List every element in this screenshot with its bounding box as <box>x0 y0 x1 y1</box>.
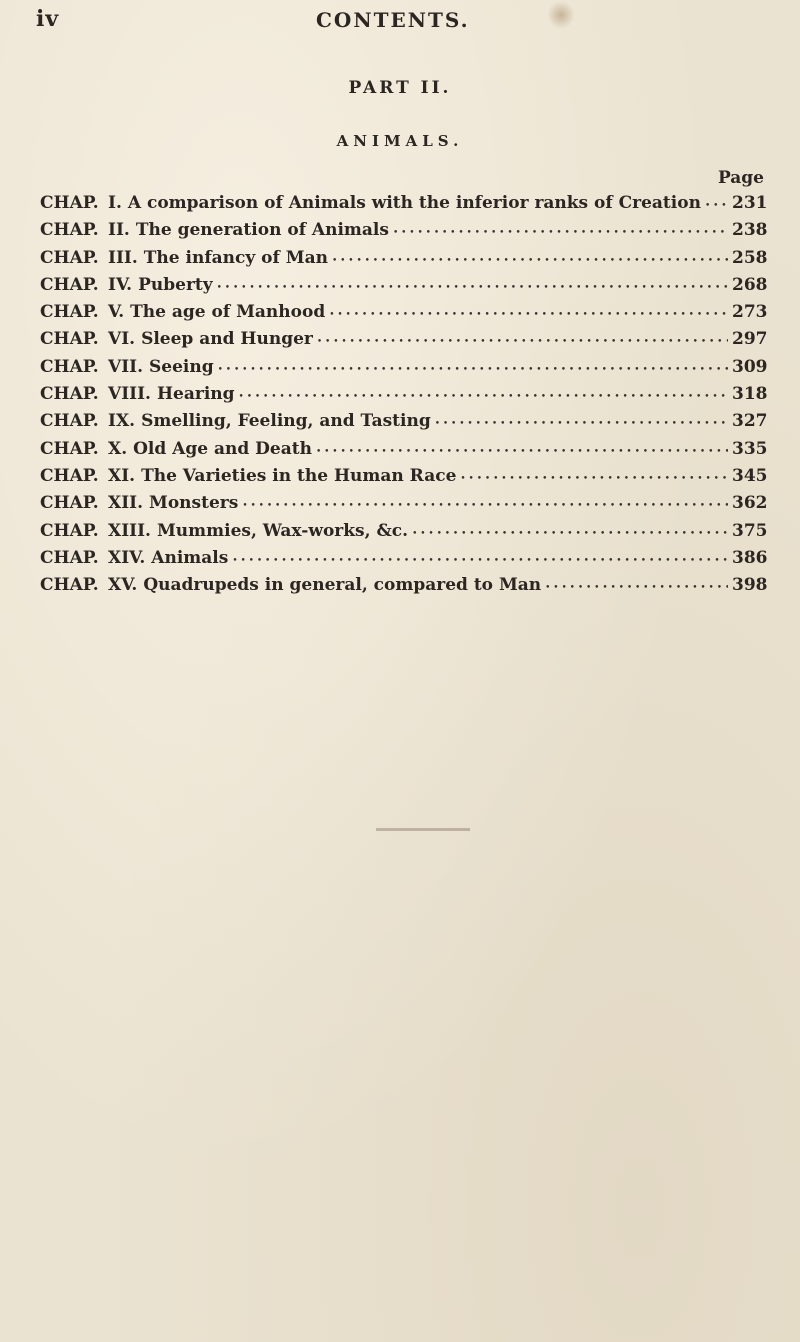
chapter-title: The Varieties in the Human Race <box>141 465 457 486</box>
chapter-number: V. <box>108 302 125 323</box>
chapter-page: 318 <box>732 384 768 405</box>
chapter-number: XII. <box>108 493 144 514</box>
dot-leader <box>317 326 728 356</box>
dot-leader <box>217 272 728 302</box>
chapter-title: Animals <box>151 547 229 568</box>
dot-leader <box>329 299 728 329</box>
chapter-page: 362 <box>732 493 768 514</box>
chapter-number: IX. <box>108 411 136 432</box>
dot-leader <box>232 545 728 575</box>
chapter-page: 231 <box>732 193 768 213</box>
chapter-word: CHAP. <box>40 247 99 268</box>
chapter-page: 273 <box>732 302 768 323</box>
chapter-page: 327 <box>732 411 768 432</box>
toc-row <box>40 545 766 572</box>
dot-leader <box>242 490 728 520</box>
section-title: ANIMALS. <box>336 132 464 150</box>
chapter-word: CHAP. <box>40 547 99 568</box>
part-title: PART II. <box>348 78 452 98</box>
toc-row <box>40 217 766 244</box>
chapter-word: CHAP. <box>40 411 99 432</box>
dot-leader <box>460 463 728 493</box>
chapter-page: 345 <box>732 465 768 486</box>
chapter-title: The generation of Animals <box>135 220 389 241</box>
table-of-contents <box>40 190 766 599</box>
toc-row <box>40 381 766 408</box>
chapter-word: CHAP. <box>40 302 99 323</box>
chapter-page: 375 <box>732 520 768 541</box>
toc-row <box>40 326 766 353</box>
dot-leader <box>239 381 728 411</box>
chapter-number: XIV. <box>108 547 146 568</box>
chapter-number: VI. <box>108 329 136 350</box>
toc-row <box>40 572 766 599</box>
chapter-title: Seeing <box>149 356 214 377</box>
toc-row <box>40 354 766 381</box>
chapter-page: 398 <box>732 575 768 596</box>
chapter-page: 297 <box>732 329 768 350</box>
chapter-number: XIII. <box>108 520 151 541</box>
chapter-word: CHAP. <box>40 493 99 514</box>
dot-leader <box>435 408 728 438</box>
chapter-page: 238 <box>732 220 768 241</box>
page-column-label: Page <box>717 168 764 188</box>
dot-leader <box>332 245 728 275</box>
ink-stain <box>548 0 574 30</box>
chapter-title: Puberty <box>138 274 213 295</box>
chapter-number: III. <box>108 247 138 268</box>
chapter-page: 386 <box>732 547 768 568</box>
chapter-page: 268 <box>732 274 768 295</box>
chapter-word: CHAP. <box>40 575 99 596</box>
toc-row <box>40 272 766 299</box>
dot-leader <box>218 354 728 384</box>
chapter-page: 309 <box>732 356 768 377</box>
chapter-word: CHAP. <box>40 274 99 295</box>
running-head: CONTENTS. <box>316 8 470 32</box>
chapter-word: CHAP. <box>40 438 99 459</box>
dot-leader <box>316 436 728 466</box>
chapter-title: The age of Manhood <box>130 302 326 323</box>
dot-leader <box>393 217 728 247</box>
chapter-word: CHAP. <box>40 193 99 213</box>
chapter-title: Smelling, Feeling, and Tasting <box>141 411 431 432</box>
dot-leader <box>705 190 728 220</box>
chapter-number: I. <box>108 193 122 213</box>
chapter-number: VIII. <box>108 384 151 405</box>
chapter-page: 258 <box>732 247 768 268</box>
chapter-title: Hearing <box>156 384 235 405</box>
chapter-word: CHAP. <box>40 329 99 350</box>
chapter-title: Old Age and Death <box>133 438 312 459</box>
chapter-number: XV. <box>108 575 138 596</box>
chapter-number: XI. <box>108 465 136 486</box>
chapter-title: Quadrupeds in general, compared to Man <box>143 575 542 596</box>
page-folio: iv <box>36 6 60 32</box>
toc-row <box>40 408 766 435</box>
bleed-through-mark <box>376 828 470 831</box>
chapter-number: VII. <box>108 356 144 377</box>
chapter-word: CHAP. <box>40 384 99 405</box>
chapter-title: Monsters <box>149 493 239 514</box>
chapter-number: IV. <box>108 274 133 295</box>
toc-row <box>40 463 766 490</box>
chapter-title: Sleep and Hunger <box>141 329 313 350</box>
chapter-title: The infancy of Man <box>143 247 328 268</box>
chapter-word: CHAP. <box>40 465 99 486</box>
chapter-title: Mummies, Wax-works, &c. <box>156 520 409 541</box>
toc-row <box>40 245 766 272</box>
toc-row <box>40 436 766 463</box>
toc-row <box>40 299 766 326</box>
dot-leader <box>412 518 728 548</box>
chapter-number: X. <box>108 438 128 459</box>
chapter-title: A comparison of Animals with the inferior ranks of Creation <box>127 193 701 213</box>
chapter-word: CHAP. <box>40 220 99 241</box>
dot-leader <box>545 572 728 602</box>
chapter-number: II. <box>108 220 130 241</box>
toc-row <box>40 490 766 517</box>
chapter-word: CHAP. <box>40 356 99 377</box>
toc-row <box>40 190 766 217</box>
chapter-word: CHAP. <box>40 520 99 541</box>
toc-row <box>40 518 766 545</box>
chapter-page: 335 <box>732 438 768 459</box>
